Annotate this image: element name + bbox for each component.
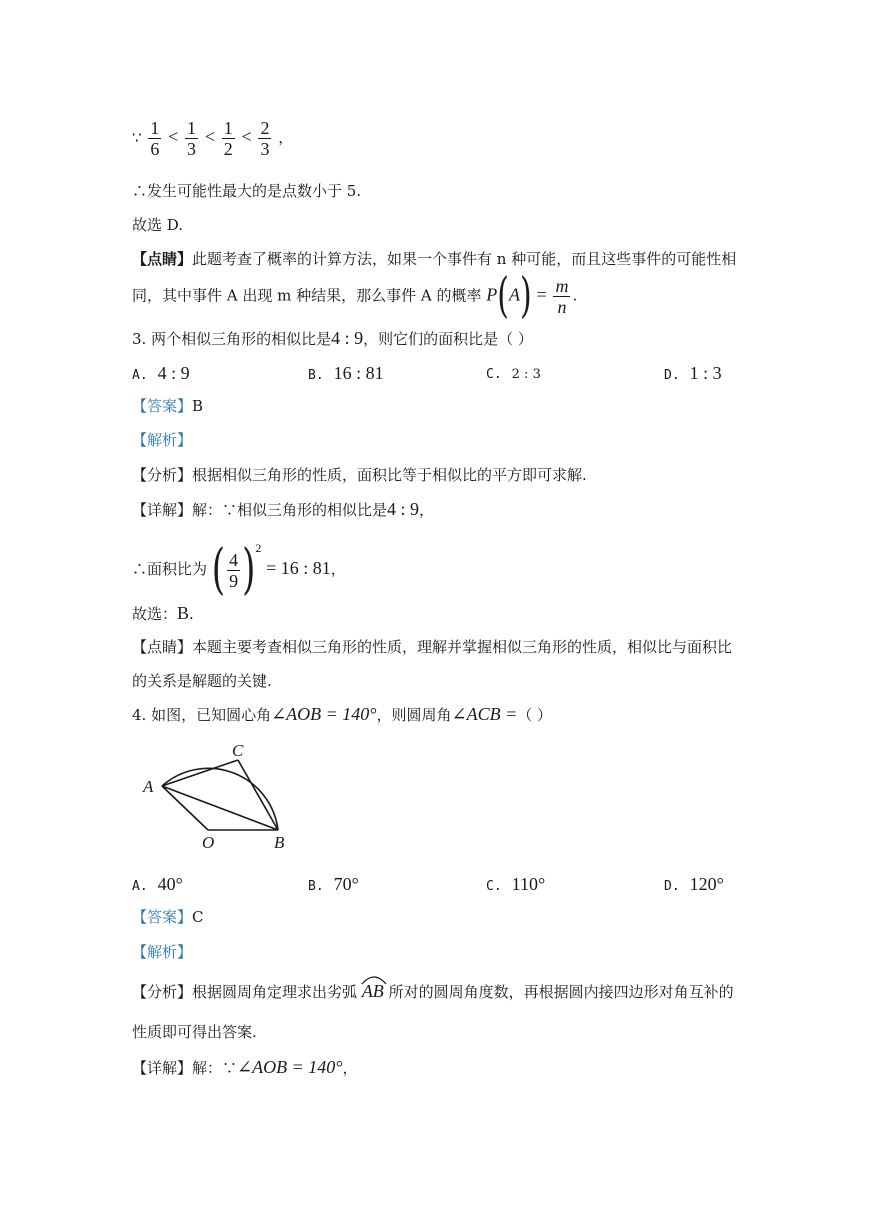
paren-open: ( (211, 538, 226, 602)
xiangjie-ratio: 4 : 9 (387, 499, 420, 519)
comment-line-1 (132, 249, 736, 269)
option-value: 4 : 9 (157, 363, 190, 383)
comma: ， (330, 560, 346, 578)
option-letter: A. (132, 879, 148, 894)
q3-option-c (486, 362, 541, 386)
answer-value: C (192, 908, 204, 926)
option-value: 110° (511, 874, 546, 894)
comma: ， (278, 128, 294, 147)
q4-stem-text-2: ，则圆周角 (376, 706, 452, 724)
q4-stem (132, 704, 552, 725)
option-letter: B. (308, 368, 324, 383)
comma: ， (342, 1059, 358, 1077)
equals: = (536, 284, 547, 305)
less-than: < (241, 126, 252, 147)
fenxi-text: 根据圆周角定理求出劣弧 (192, 983, 358, 1001)
comment-tag: 【点睛】 (132, 250, 193, 268)
exponent: 2 (255, 541, 262, 555)
q4-angle-aob: ∠AOB = 140° (271, 704, 377, 724)
fraction-comparison (132, 118, 293, 159)
event-a: A (509, 284, 520, 305)
fraction-m-n: $\frac{m}{n}$ (555, 276, 569, 317)
less-than: < (168, 126, 179, 147)
label-a: A (143, 777, 154, 796)
comment-tag: 【点睛】 (132, 638, 193, 656)
therefore-line: ∴发生可能性最大的是点数小于 5. (132, 182, 362, 200)
fraction-1-2: $\frac{1}{2}$ (223, 118, 233, 159)
fenxi-tag: 【分析】 (132, 466, 193, 484)
q3-stem (132, 328, 533, 349)
q4-answer (132, 907, 204, 927)
comment-text: 同，其中事件 A 出现 m 种结果，那么事件 A 的概率 (132, 286, 482, 305)
comma: ， (419, 501, 435, 519)
xiangjie-tag: 【详解】 (132, 501, 193, 519)
answer-value: B (192, 397, 204, 415)
segment-ao (162, 786, 208, 830)
label-o: O (202, 833, 215, 852)
option-value: 70° (333, 874, 359, 894)
paren-close: ) (242, 538, 256, 602)
xiangjie-tag: 【详解】 (132, 1059, 193, 1077)
q3-option-d (664, 362, 722, 387)
segment-cb (238, 760, 278, 830)
option-value: 16 : 81 (333, 363, 384, 383)
q4-option-c (486, 873, 545, 898)
label-b: B (274, 833, 285, 852)
q3-option-b (308, 362, 384, 387)
answer-tag: 【答案】 (132, 397, 193, 415)
fraction-2-3: $\frac{2}{3}$ (260, 118, 270, 159)
fraction-1-6: $\frac{1}{6}$ (150, 118, 160, 159)
paren-open: ( (497, 267, 509, 324)
fraction-4-9: $\frac{4}{9}$ (229, 549, 239, 591)
xiangjie-angle: ∠AOB = 140° (237, 1057, 343, 1077)
circle-geometry-figure (140, 742, 300, 854)
answer-tag: 【答案】 (132, 908, 193, 926)
period: . (572, 286, 578, 305)
q3-comment-1 (132, 637, 732, 657)
label-c: C (232, 742, 244, 760)
comment-line-2 (132, 267, 578, 324)
less-than: < (204, 126, 215, 147)
q3-ratio: 4 : 9 (331, 328, 364, 348)
q4-option-d (664, 873, 724, 898)
segment-ac (162, 760, 238, 786)
q4-angle-acb: ∠ACB = (451, 704, 518, 724)
q4-option-a (132, 873, 183, 898)
q4-xiangjie (132, 1057, 357, 1078)
q3-stem-text-2: ，则它们的面积比是（ ） (363, 330, 533, 348)
q4-stem-text: 4. 如图，已知圆心角 (132, 706, 272, 724)
q3-xiangjie (132, 499, 434, 520)
option-value: 1 : 3 (689, 363, 722, 383)
option-letter: C. (486, 879, 502, 894)
q3-fenxi (132, 465, 587, 485)
option-value: 2 : 3 (511, 367, 541, 382)
xiangjie-text: 解：∵ (192, 1059, 238, 1077)
option-letter: D. (664, 879, 680, 894)
option-letter: B. (308, 879, 324, 894)
q4-analysis-tag: 【解析】 (132, 943, 193, 961)
option-value: 40° (157, 874, 183, 894)
q4-option-b (308, 873, 359, 898)
q3-comment-2: 的关系是解题的关键. (132, 672, 272, 690)
q4-fenxi-2: 性质即可得出答案. (132, 1023, 257, 1041)
fenxi-text-2: 所对的圆周角度数，再根据圆内接四边形对角互补的 (388, 983, 734, 1001)
option-value: 120° (689, 874, 724, 894)
choose-line: 故选 D. (132, 216, 184, 234)
arc-symbol (360, 973, 388, 985)
prob-p: P (486, 284, 498, 305)
because-symbol: ∵ (132, 128, 142, 147)
option-letter: C. (486, 367, 502, 382)
period: . (189, 605, 194, 623)
paren-close: ) (520, 267, 532, 324)
q3-stem-text: 3. 两个相似三角形的相似比是 (132, 330, 332, 348)
xiangjie-text: 解：∵相似三角形的相似比是 (192, 501, 388, 519)
calc-result: = 16 : 81 (266, 558, 331, 578)
comment-text: 此题考查了概率的计算方法，如果一个事件有 n 种可能，而且这些事件的可能性相 (192, 250, 737, 268)
calc-text: ∴面积比为 (132, 560, 208, 578)
q3-answer (132, 396, 203, 416)
choose-text: 故选： (132, 605, 178, 623)
option-letter: D. (664, 368, 680, 383)
choose-answer: B (177, 603, 190, 623)
q3-calc (132, 538, 346, 602)
comment-text: 本题主要考查相似三角形的性质，理解并掌握相似三角形的性质，相似比与面积比 (192, 638, 733, 656)
fenxi-tag: 【分析】 (132, 983, 193, 1001)
q4-fenxi-1 (132, 981, 734, 1002)
arc-label: AB (361, 981, 384, 1001)
fraction-1-3: $\frac{1}{3}$ (187, 118, 197, 159)
fenxi-text: 根据相似三角形的性质，面积比等于相似比的平方即可求解. (192, 466, 587, 484)
arc-ab-notation (362, 981, 384, 1002)
q3-choose (132, 603, 194, 624)
option-letter: A. (132, 368, 148, 383)
q4-stem-text-3: （ ） (517, 706, 553, 724)
q3-option-a (132, 362, 190, 387)
q3-analysis-tag: 【解析】 (132, 431, 193, 449)
